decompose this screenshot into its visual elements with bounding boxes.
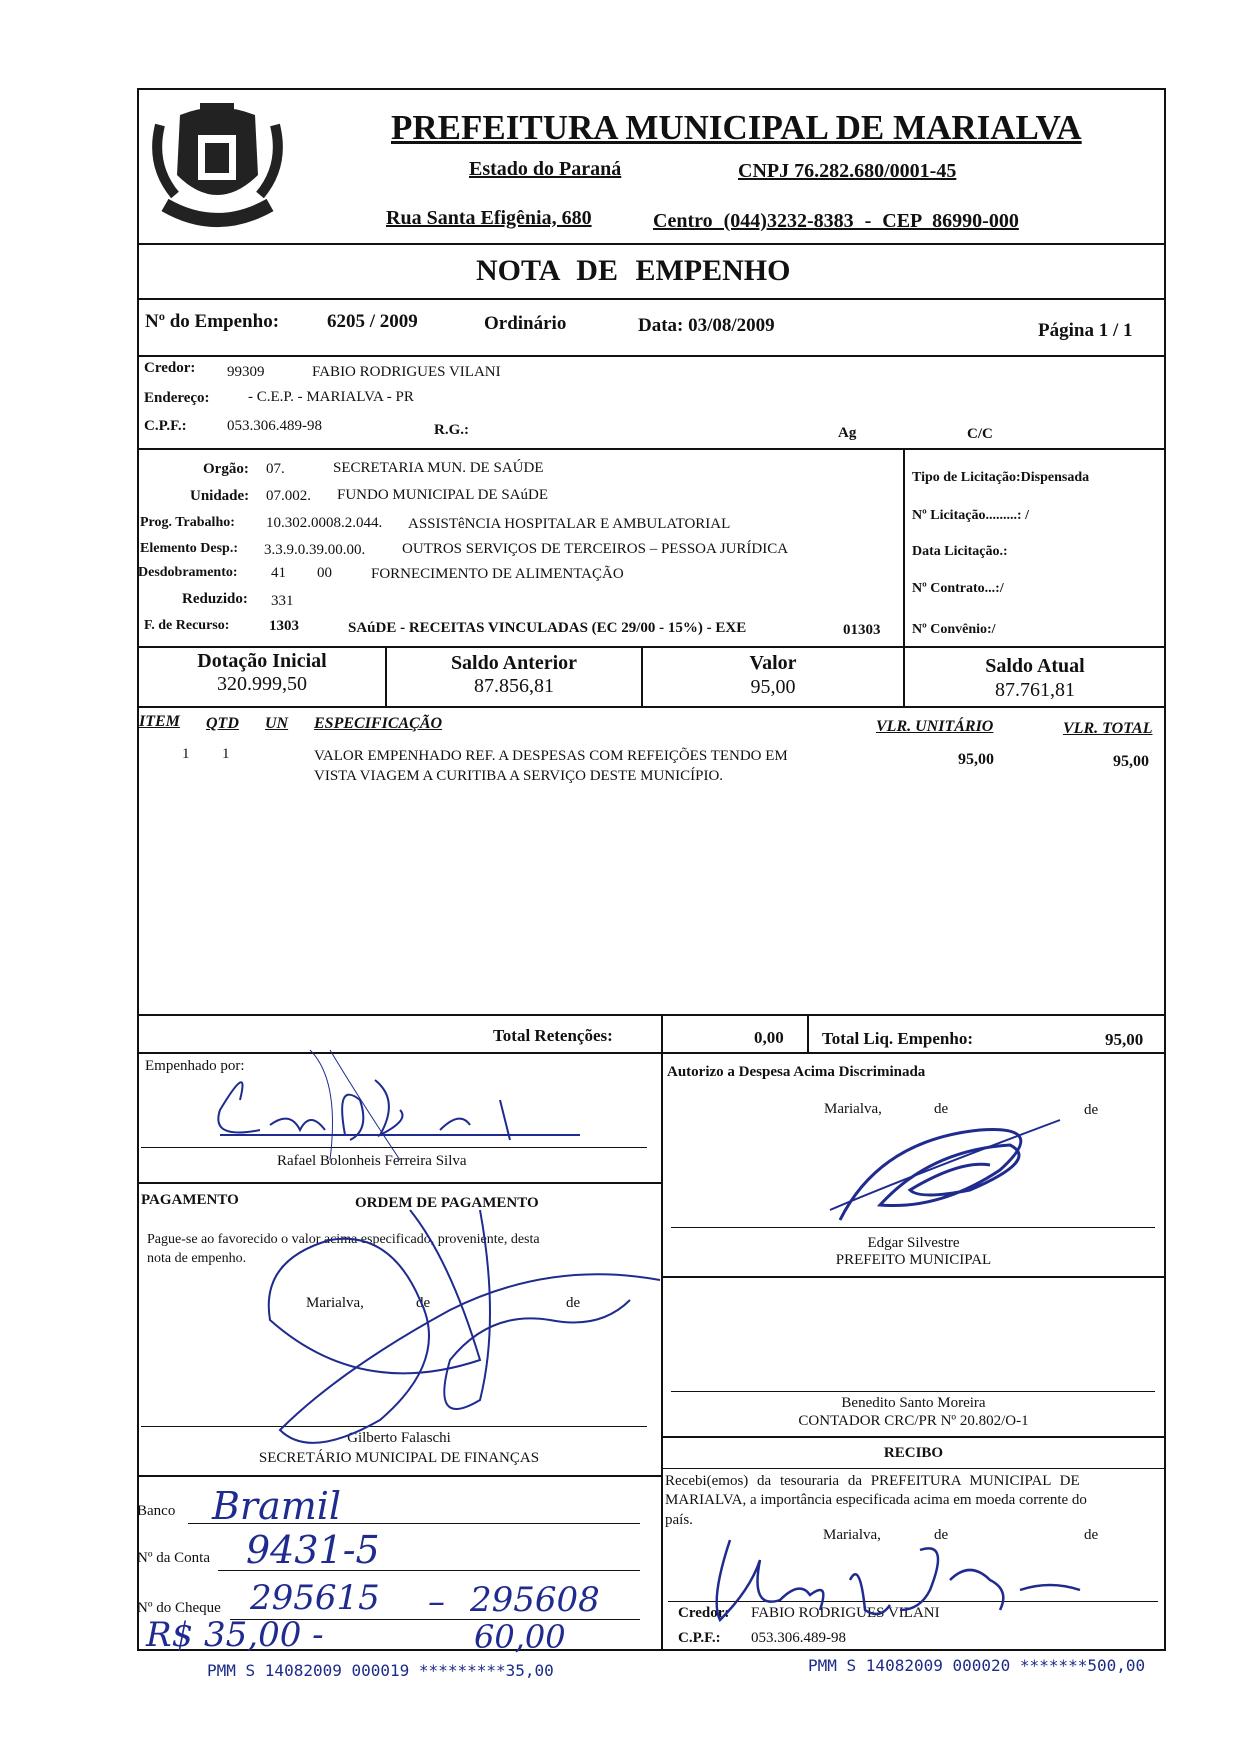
cpf-value: 053.306.489-98 (227, 418, 322, 434)
recurso-label: F. de Recurso: (144, 618, 230, 633)
recibo-cpf-label: C.P.F.: (678, 1630, 721, 1646)
pagamento-text-line-1: Pague-se ao favorecido o valor acima especificado, proveniente, desta (147, 1232, 540, 1247)
numero-licitacao: Nº Licitação.........: / (912, 508, 1029, 523)
item-vlr-total: 95,00 (1113, 753, 1149, 770)
endereco-label: Endereço: (144, 390, 210, 406)
desdobramento-code-2: 00 (317, 565, 332, 581)
item-number: 1 (182, 746, 190, 762)
col-qtd: QTD (206, 715, 239, 732)
empenho-number-label: Nº do Empenho: (145, 311, 280, 332)
pagamento-de-1: de (416, 1295, 431, 1311)
recibo-credor-name: FABIO RODRIGUES VILANI (751, 1605, 940, 1621)
autorizo-de-2: de (1084, 1102, 1099, 1118)
orgao-label: Orgão: (203, 461, 249, 477)
recurso-code-2: 01303 (843, 622, 881, 638)
saldo-anterior-value: 87.856,81 (474, 675, 554, 697)
valor-label: Valor (749, 652, 797, 674)
valor-value: 95,00 (750, 676, 796, 698)
credor-label: Credor: (144, 360, 196, 376)
page-number: Página 1 / 1 (1038, 320, 1133, 341)
cheque-label: Nº do Cheque (137, 1600, 221, 1616)
prog-code: 10.302.0008.2.044. (266, 515, 383, 531)
item-vlr-unitario: 95,00 (958, 751, 994, 768)
credor-code: 99309 (227, 364, 265, 380)
recurso-name: SAúDE - RECEITAS VINCULADAS (EC 29/00 - 15%) - EXE (348, 620, 747, 636)
prog-name: ASSISTêNCIA HOSPITALAR E AMBULATORIAL (408, 516, 731, 532)
recibo-text-line-3: país. (665, 1512, 693, 1528)
signature-credor (690, 1520, 1110, 1630)
recibo-text-line-2: MARIALVA, a importância especificada acima em moeda corrente do (665, 1492, 1087, 1508)
tipo-licitacao: Tipo de Licitação:Dispensada (912, 470, 1090, 485)
conta-handwritten: 9431-5 (246, 1528, 380, 1572)
total-retencoes-label: Total Retenções: (493, 1026, 613, 1045)
col-vlr-total: VLR. TOTAL (1063, 720, 1153, 737)
col-item: ITEM (139, 713, 180, 730)
endereco-value: - C.E.P. - MARIALVA - PR (248, 389, 414, 405)
ag-label: Ag (838, 425, 857, 441)
state-label: Estado do Paraná (469, 158, 622, 180)
autorizo-local: Marialva, (824, 1101, 882, 1117)
signature-empenhado (160, 1040, 640, 1170)
recibo-de-2: de (1084, 1527, 1099, 1543)
prefeito-name: Edgar Silvestre (867, 1235, 960, 1251)
contador-cargo: CONTADOR CRC/PR Nº 20.802/O-1 (798, 1413, 1029, 1429)
orgao-code: 07. (266, 461, 285, 477)
recibo-cpf-value: 053.306.489-98 (751, 1630, 846, 1646)
numero-contrato: Nº Contrato...:/ (912, 581, 1004, 596)
desdobramento-code-1: 41 (271, 565, 286, 581)
prefeito-cargo: PREFEITO MUNICIPAL (835, 1252, 992, 1268)
saldo-atual-label: Saldo Atual (985, 655, 1085, 677)
valores-handwritten-1: R$ 35,00 - (146, 1615, 324, 1655)
conta-label: Nº da Conta (137, 1550, 210, 1566)
address-label: Rua Santa Efigênia, 680 (386, 207, 592, 229)
banco-label: Banco (137, 1503, 176, 1519)
prefeitura-title: PREFEITURA MUNICIPAL DE MARIALVA (391, 108, 1082, 147)
cpf-label: C.P.F.: (144, 418, 187, 434)
autorizo-label: Autorizo a Despesa Acima Discriminada (667, 1064, 926, 1080)
item-qtd: 1 (222, 746, 230, 762)
unidade-code: 07.002. (266, 488, 311, 504)
data-licitacao: Data Licitação.: (912, 544, 1008, 559)
pagamento-de-2: de (566, 1295, 581, 1311)
cc-label: C/C (967, 426, 993, 442)
coat-of-arms-icon (150, 95, 285, 235)
district-phone: Centro (044)3232-8383 - CEP 86990-000 (653, 210, 1019, 232)
col-especificacao: ESPECIFICAÇÃO (314, 715, 443, 732)
stamp-left: PMM S 14082009 000019 *********35,00 (207, 1661, 554, 1680)
pagamento-text-line-2: nota de empenho. (147, 1251, 247, 1266)
credor-name: FABIO RODRIGUES VILANI (312, 364, 501, 380)
total-retencoes-value: 0,00 (754, 1028, 784, 1047)
empenhado-name: Rafael Bolonheis Ferreira Silva (277, 1153, 467, 1169)
cheque-handwritten-1: 295615 (250, 1578, 380, 1618)
recurso-code: 1303 (269, 618, 299, 634)
recibo-local: Marialva, (823, 1527, 881, 1543)
elemento-label: Elemento Desp.: (140, 541, 238, 556)
cheque-handwritten-2: 295608 (470, 1580, 600, 1620)
rg-label: R.G.: (434, 422, 469, 438)
secretario-cargo: SECRETÁRIO MUNICIPAL DE FINANÇAS (258, 1450, 540, 1466)
recibo-label: RECIBO (883, 1445, 944, 1461)
item-espec-line-2: VISTA VIAGEM A CURITIBA A SERVIÇO DESTE MUNICÍPIO. (314, 768, 724, 784)
dotacao-inicial-value: 320.999,50 (217, 673, 307, 695)
unidade-label: Unidade: (190, 488, 250, 504)
unidade-name: FUNDO MUNICIPAL DE SAúDE (337, 487, 548, 503)
desdobramento-name: FORNECIMENTO DE ALIMENTAÇÃO (371, 566, 624, 582)
col-vlr-unitario: VLR. UNITÁRIO (876, 718, 994, 735)
doc-title: NOTA DE EMPENHO (476, 254, 791, 287)
recibo-credor-label: Credor: (678, 1605, 730, 1621)
empenho-date: Data: 03/08/2009 (638, 315, 775, 336)
reduzido-label: Reduzido: (182, 591, 248, 607)
elemento-code: 3.3.9.0.39.00.00. (264, 542, 366, 558)
autorizo-de-1: de (934, 1101, 949, 1117)
pagamento-local: Marialva, (306, 1295, 364, 1311)
signature-prefeito (820, 1110, 1080, 1230)
empenho-type: Ordinário (484, 313, 567, 334)
stamp-right: PMM S 14082009 000020 *******500,00 (808, 1656, 1146, 1675)
pagamento-label: PAGAMENTO (141, 1192, 239, 1208)
secretario-name: Gilberto Falaschi (347, 1430, 451, 1446)
empenho-number: 6205 / 2009 (327, 311, 418, 332)
saldo-atual-value: 87.761,81 (995, 679, 1075, 701)
desdobramento-label: Desdobramento: (138, 565, 238, 580)
saldo-anterior-label: Saldo Anterior (450, 652, 578, 674)
total-liquido-label: Total Liq. Empenho: (822, 1029, 973, 1048)
col-un: UN (265, 715, 289, 732)
valores-handwritten-2: 60,00 (474, 1618, 566, 1656)
item-espec-line-1: VALOR EMPENHADO REF. A DESPESAS COM REFEIÇÕES TENDO EM (314, 748, 788, 764)
cnpj-label: CNPJ 76.282.680/0001-45 (738, 160, 957, 182)
elemento-name: OUTROS SERVIÇOS DE TERCEIROS – PESSOA JURÍDICA (402, 541, 789, 557)
empenhado-label: Empenhado por: (145, 1058, 245, 1074)
orgao-name: SECRETARIA MUN. DE SAÚDE (333, 460, 544, 476)
prog-label: Prog. Trabalho: (140, 515, 235, 530)
contador-name: Benedito Santo Moreira (841, 1395, 986, 1411)
banco-handwritten: Bramil (212, 1484, 342, 1528)
dotacao-inicial-label: Dotação Inicial (197, 650, 327, 672)
cheque-separator: – (428, 1582, 445, 1622)
recibo-de-1: de (934, 1527, 949, 1543)
total-liquido-value: 95,00 (1105, 1030, 1144, 1049)
recibo-text-line-1: Recebi(emos) da tesouraria da PREFEITURA MUNICIPAL DE (665, 1473, 1080, 1489)
ordem-pagamento-label: ORDEM DE PAGAMENTO (355, 1195, 539, 1211)
reduzido-value: 331 (271, 593, 294, 609)
signature-secretario (250, 1200, 670, 1460)
numero-convenio: Nº Convênio:/ (912, 622, 996, 637)
